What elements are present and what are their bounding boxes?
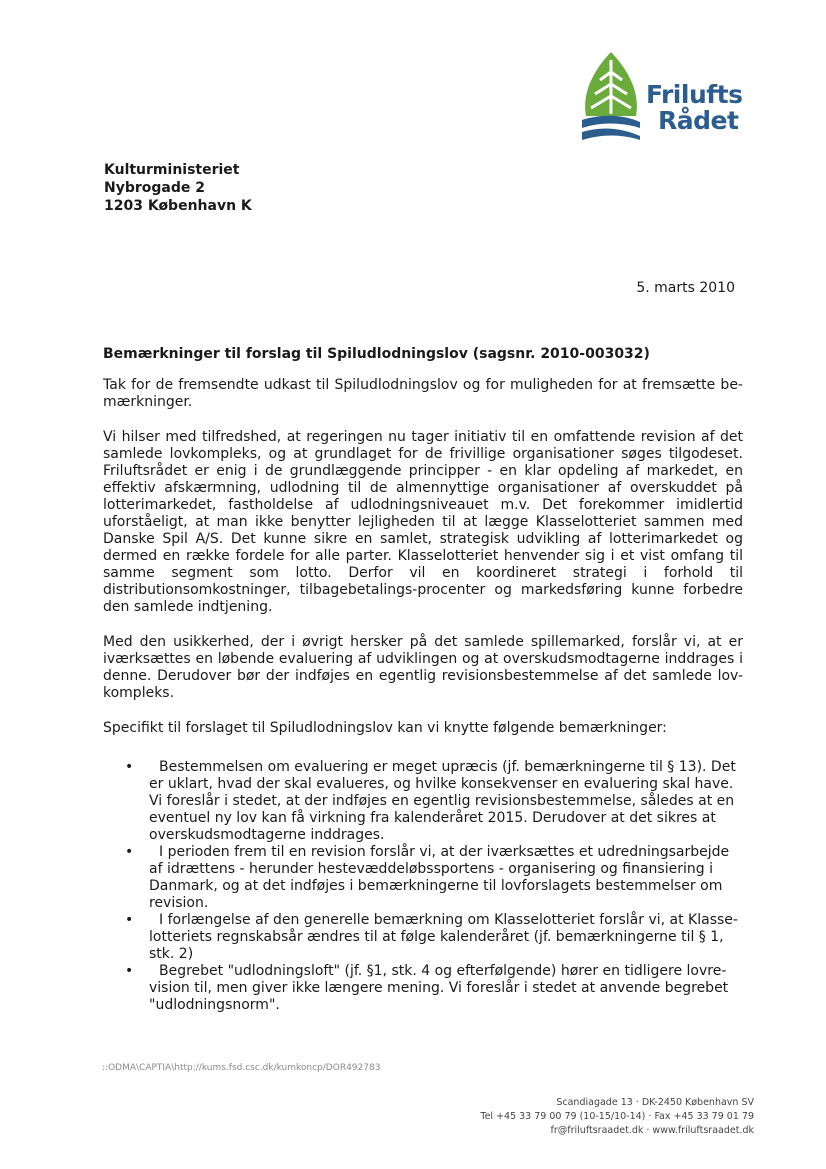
bullet-icon: • — [125, 759, 134, 775]
list-item — [103, 759, 743, 844]
letter-body — [103, 346, 743, 1014]
recipient-street: Nybrogade 2 — [104, 180, 205, 196]
leaf-icon — [580, 50, 642, 142]
list-item — [103, 912, 743, 963]
letter-date: 5. marts 2010 — [636, 280, 735, 296]
bullet-icon: • — [125, 912, 134, 928]
letter-footer — [480, 1096, 754, 1138]
document-path: ::ODMA\CAPTIA\http://kums.fsd.csc.dk/kumkoncp/DOR492783 — [102, 1063, 381, 1073]
bullet-icon: • — [125, 963, 134, 979]
list-item-text: Begrebet "udlodningsloft" (jf. §1, stk. 4 og efterfølgende) hører en tidligere lovre-vision til, men giver ikke længere mening. Vi foreslår i stedet at anvende begrebet "udlodningsnorm". — [149, 963, 729, 1013]
list-item-text: I forlængelse af den generelle bemærkning om Klasselotteriet forslår vi, at Klasse-lotteriets regnskabsår ændres til at følge kalenderåret (jf. bemærkningerne til § 1, stk. 2) — [149, 912, 738, 962]
letter-subject: Bemærkninger til forslag til Spiludlodningslov (sagsnr. 2010-003032) — [103, 346, 650, 362]
logo-text-line1: Frilufts — [646, 80, 743, 109]
recipient-address — [104, 161, 252, 215]
footer-phone: Tel +45 33 79 00 79 (10-15/10-14) · Fax +45 33 79 01 79 — [480, 1111, 754, 1122]
list-item-text: Bestemmelsen om evaluering er meget upræcis (jf. bemærkningerne til § 13). Det er uklart, hvad der skal evalueres, og hvilke konsekvenser en evaluering skal have. Vi foreslår i stedet, at der indføjes en egentlig revisionsbestemmelse, således at en eventuel ny lov kan få virkning fra kalenderåret 2015. Derudover at det sikres at overskudsmodtagerne inddrages. — [149, 759, 736, 843]
recipient-name: Kulturministeriet — [104, 162, 240, 178]
list-item-text: I perioden frem til en revision forslår vi, at der iværksættes et udredningsarbejde af idrættens - herunder hestevæddeløbssportens - organisering og finansiering i Danmark, og at det indføjes i bemærkningerne til lovforslagets bestemmelser om revision. — [149, 844, 730, 911]
paragraph-main: Vi hilser med tilfredshed, at regeringen nu tager initiativ til en omfattende revision af det samlede lovkompleks, og at grundlaget for de frivillige organisationer søges tilgodeset. Friluftsrådet er enig i de grundlæggende principper - en klar opdeling af markedet, en effektiv afskærmning, udlodning til de almennyttige organisationer af overskuddet på lotterimarkedet, fastholdelse af udlodningsniveauet m.v. Det forekommer imidlertid uforståeligt, at man ikke benytter lejligheden til at lægge Klasselotteriet sammen med Danske Spil A/S. Det kunne sikre en samlet, strategisk udvikling af lotterimarkedet og dermed en række fordele for alle parter. Klasselotteriet henvender sig i et vist omfang til samme segment som lotto. Derfor vil en koordineret strategi i forhold til distributionsomkostninger, tilbagebetalings-procenter og markedsføring kunne forbedre den samlede indtjening. — [103, 429, 743, 615]
remarks-list — [103, 759, 743, 1014]
footer-web: fr@friluftsraadet.dk · www.friluftsraadet.dk — [550, 1125, 754, 1136]
list-item — [103, 963, 743, 1014]
friluftsraadet-logo — [580, 50, 780, 142]
bullet-icon: • — [125, 844, 134, 860]
paragraph-specific: Specifikt til forslaget til Spiludlodningslov kan vi knytte følgende bemærkninger: — [103, 720, 667, 736]
paragraph-intro: Tak for de fremsendte udkast til Spiludlodningslov og for muligheden for at fremsætte be-mærkninger. — [103, 377, 743, 410]
list-item — [103, 844, 743, 912]
footer-address: Scandiagade 13 · DK-2450 København SV — [556, 1097, 754, 1108]
recipient-city: 1203 København K — [104, 198, 252, 214]
logo-text-line2: Rådet — [658, 106, 739, 135]
paragraph-uncertainty: Med den usikkerhed, der i øvrigt hersker på det samlede spillemarked, forslår vi, at er iværksættes en løbende evaluering af udviklingen og at overskudsmodtagerne inddrages i denne. Derudover bør der indføjes en egentlig revisionsbestemmelse af det samlede lov-kompleks. — [103, 634, 743, 701]
